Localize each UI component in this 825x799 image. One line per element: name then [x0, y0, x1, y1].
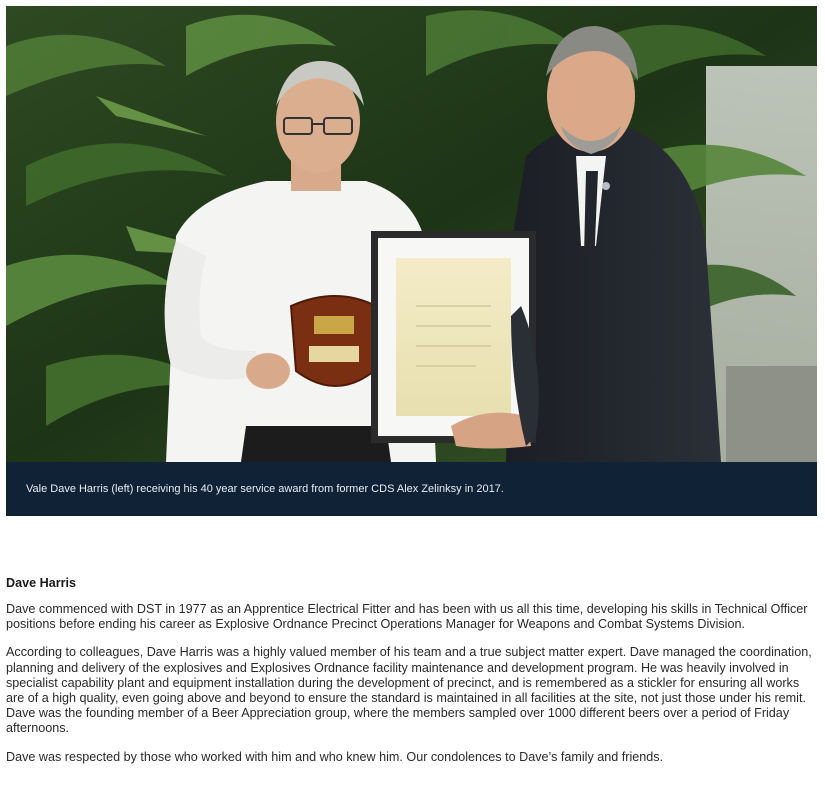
award-photo-illustration: [6, 6, 817, 462]
photo-caption: Vale Dave Harris (left) receiving his 40 year service award from former CDS Alex Zelinksy in 2017.: [26, 483, 504, 495]
photo-caption-bar: [6, 462, 817, 516]
article-paragraph: Dave was respected by those who worked with him and who knew him. Our condolences to Dave’s family and friends.: [6, 749, 664, 764]
article-paragraph: Dave commenced with DST in 1977 as an Apprentice Electrical Fitter and has been with us all this time, developing his skills in Technical Officer positions before ending his career as Explosive Ordnance Precinct Operations Manager for Weapons and Combat Systems Division.: [6, 602, 808, 632]
article-body: [6, 576, 817, 778]
article-paragraph: According to colleagues, Dave Harris was a highly valued member of his team and a true subject matter expert. Dave managed the coordination, planning and delivery of the explosives and Explosives Ordnance facility maintenance and development program. He was heavily involved in specialist capability plant and equipment installation during the development of precinct, and is remembered as a stickler for ensuring all works are of a high quality, even going above and beyond to ensure the standard is maintained in all facilities at the site, not just those under his remit. Dave was the founding member of a Beer Appreciation group, where the members sampled over 1000 different beers over a period of Friday afternoons.: [6, 645, 812, 736]
plaque-icon: [291, 296, 376, 386]
article-heading: Dave Harris: [6, 576, 77, 590]
certificate-icon: [371, 231, 536, 443]
award-photo: [6, 6, 817, 462]
